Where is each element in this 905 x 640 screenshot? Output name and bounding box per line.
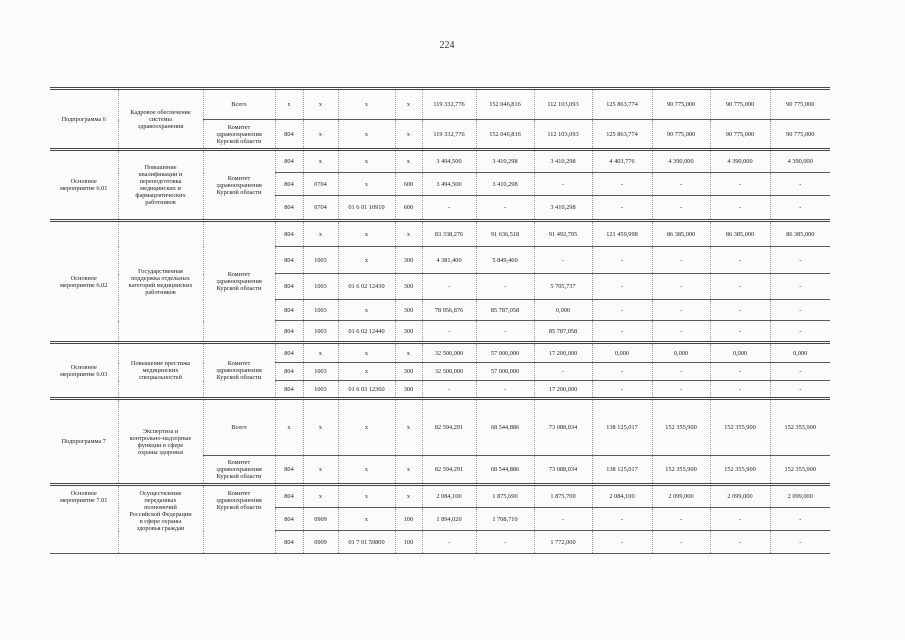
amount-cell: 152 355,900 bbox=[652, 399, 710, 456]
section-code-cell: x bbox=[303, 485, 338, 508]
amount-cell: - bbox=[422, 531, 476, 554]
amount-cell: - bbox=[770, 300, 830, 321]
amount-cell: 32 500,000 bbox=[422, 363, 476, 381]
target-article-cell: x bbox=[338, 300, 395, 321]
amount-cell: 82 594,291 bbox=[422, 456, 476, 485]
amount-cell: 119 332,776 bbox=[422, 89, 476, 120]
admin-code-cell: 804 bbox=[275, 456, 303, 485]
amount-cell: - bbox=[652, 300, 710, 321]
amount-cell: - bbox=[770, 173, 830, 196]
amount-cell: 4 390,000 bbox=[770, 150, 830, 173]
target-article-cell: 01 6 01 10910 bbox=[338, 196, 395, 221]
amount-cell: - bbox=[592, 363, 652, 381]
amount-cell: 57 000,000 bbox=[476, 343, 534, 363]
amount-cell: 121 459,998 bbox=[592, 221, 652, 247]
amount-cell: - bbox=[710, 321, 770, 343]
expense-type-cell: x bbox=[395, 150, 422, 173]
amount-cell: - bbox=[710, 300, 770, 321]
amount-cell: 0,000 bbox=[534, 300, 592, 321]
amount-cell: 73 088,034 bbox=[534, 456, 592, 485]
amount-cell: - bbox=[652, 531, 710, 554]
amount-cell: - bbox=[770, 508, 830, 531]
expense-type-cell: 300 bbox=[395, 381, 422, 399]
amount-cell: 73 088,034 bbox=[534, 399, 592, 456]
amount-cell: 90 775,000 bbox=[710, 120, 770, 150]
amount-cell: - bbox=[592, 173, 652, 196]
admin-code-cell: 804 bbox=[275, 173, 303, 196]
expense-type-cell: 600 bbox=[395, 173, 422, 196]
amount-cell: - bbox=[422, 321, 476, 343]
expense-type-cell: x bbox=[395, 485, 422, 508]
amount-cell: 152 355,900 bbox=[770, 456, 830, 485]
expense-type-cell: x bbox=[395, 456, 422, 485]
target-article-cell: x bbox=[338, 120, 395, 150]
target-article-cell: x bbox=[338, 221, 395, 247]
responsible-cell: Комитет здравоохранения Курской области bbox=[203, 150, 275, 221]
amount-cell: 1 708,710 bbox=[476, 508, 534, 531]
amount-cell: - bbox=[770, 274, 830, 300]
expense-type-cell: 300 bbox=[395, 300, 422, 321]
target-article-cell: 01 6 02 12430 bbox=[338, 274, 395, 300]
amount-cell: 125 863,774 bbox=[592, 120, 652, 150]
amount-cell: 83 338,276 bbox=[422, 221, 476, 247]
amount-cell: - bbox=[592, 196, 652, 221]
amount-cell: - bbox=[652, 196, 710, 221]
section-title: Государственная поддержка отдельных категорий медицинских работников bbox=[118, 221, 203, 343]
admin-code-cell: 804 bbox=[275, 508, 303, 531]
section-code-cell: 0704 bbox=[303, 196, 338, 221]
amount-cell: 1 875,690 bbox=[476, 485, 534, 508]
amount-cell: - bbox=[476, 274, 534, 300]
admin-code-cell: x bbox=[275, 399, 303, 456]
responsible-cell: Комитет здравоохранения Курской области bbox=[203, 343, 275, 399]
section-code-cell: x bbox=[303, 221, 338, 247]
amount-cell: 85 787,058 bbox=[534, 321, 592, 343]
responsible-cell: Всего bbox=[203, 399, 275, 456]
amount-cell: 138 125,017 bbox=[592, 456, 652, 485]
table-row bbox=[50, 150, 830, 173]
amount-cell: - bbox=[770, 247, 830, 274]
admin-code-cell: 804 bbox=[275, 247, 303, 274]
target-article-cell: x bbox=[338, 456, 395, 485]
amount-cell: - bbox=[710, 196, 770, 221]
admin-code-cell: 804 bbox=[275, 381, 303, 399]
amount-cell: 152 355,900 bbox=[710, 456, 770, 485]
amount-cell: 82 594,291 bbox=[422, 399, 476, 456]
amount-cell: 0,000 bbox=[592, 343, 652, 363]
amount-cell: 2 099,000 bbox=[770, 485, 830, 508]
target-article-cell: 01 7 01 59800 bbox=[338, 531, 395, 554]
expense-type-cell: x bbox=[395, 399, 422, 456]
amount-cell: 5 849,460 bbox=[476, 247, 534, 274]
section-code-cell: 0909 bbox=[303, 508, 338, 531]
page-number: 224 bbox=[439, 40, 455, 51]
amount-cell: - bbox=[592, 300, 652, 321]
amount-cell: - bbox=[422, 381, 476, 399]
amount-cell: 1 772,000 bbox=[534, 531, 592, 554]
target-article-cell: x bbox=[338, 485, 395, 508]
admin-code-cell: 804 bbox=[275, 221, 303, 247]
amount-cell: 152 355,900 bbox=[770, 399, 830, 456]
admin-code-cell: 804 bbox=[275, 196, 303, 221]
table-row bbox=[50, 89, 830, 120]
expense-type-cell: 600 bbox=[395, 196, 422, 221]
section-title: Повышение квалификации и переподготовка медицинских и фармацевтических работников bbox=[118, 150, 203, 221]
responsible-cell: Всего bbox=[203, 89, 275, 120]
amount-cell: 152 355,900 bbox=[710, 399, 770, 456]
amount-cell: 1 894,020 bbox=[422, 508, 476, 531]
amount-cell: - bbox=[770, 531, 830, 554]
amount-cell: - bbox=[770, 381, 830, 399]
section-label: Подпрограмма 6 bbox=[50, 89, 118, 150]
admin-code-cell: 804 bbox=[275, 120, 303, 150]
admin-code-cell: 804 bbox=[275, 485, 303, 508]
admin-code-cell: x bbox=[275, 89, 303, 120]
amount-cell: 125 863,774 bbox=[592, 89, 652, 120]
amount-cell: - bbox=[476, 321, 534, 343]
amount-cell: 86 385,000 bbox=[770, 221, 830, 247]
amount-cell: 152 046,816 bbox=[476, 89, 534, 120]
amount-cell: 85 787,058 bbox=[476, 300, 534, 321]
amount-cell: - bbox=[652, 274, 710, 300]
section-title: Кадровое обеспечение системы здравоохранения bbox=[118, 89, 203, 150]
section-code-cell: x bbox=[303, 89, 338, 120]
section-code-cell: x bbox=[303, 399, 338, 456]
amount-cell: - bbox=[592, 508, 652, 531]
section-title: Осуществление переданных полномочий Российской Федерации в сфере охраны здоровья граждан bbox=[118, 485, 203, 554]
budget-table bbox=[50, 87, 830, 554]
amount-cell: - bbox=[592, 274, 652, 300]
amount-cell: 138 125,017 bbox=[592, 399, 652, 456]
expense-type-cell: 100 bbox=[395, 531, 422, 554]
amount-cell: - bbox=[770, 363, 830, 381]
section-title: Повышение престижа медицинских специальностей bbox=[118, 343, 203, 399]
section-code-cell: x bbox=[303, 456, 338, 485]
amount-cell: 0,000 bbox=[710, 343, 770, 363]
amount-cell: - bbox=[652, 508, 710, 531]
target-article-cell: x bbox=[338, 173, 395, 196]
target-article-cell: x bbox=[338, 399, 395, 456]
target-article-cell: x bbox=[338, 89, 395, 120]
amount-cell: 2 099,000 bbox=[710, 485, 770, 508]
amount-cell: 17 200,000 bbox=[534, 381, 592, 399]
section-code-cell: 1003 bbox=[303, 247, 338, 274]
section-code-cell: 1003 bbox=[303, 274, 338, 300]
amount-cell: - bbox=[534, 508, 592, 531]
amount-cell: 5 705,737 bbox=[534, 274, 592, 300]
admin-code-cell: 804 bbox=[275, 363, 303, 381]
amount-cell: - bbox=[592, 381, 652, 399]
target-article-cell: x bbox=[338, 343, 395, 363]
amount-cell: 112 103,093 bbox=[534, 120, 592, 150]
amount-cell: 90 775,000 bbox=[652, 89, 710, 120]
amount-cell: - bbox=[476, 196, 534, 221]
expense-type-cell: x bbox=[395, 221, 422, 247]
table-row bbox=[50, 399, 830, 456]
amount-cell: - bbox=[652, 173, 710, 196]
amount-cell: - bbox=[476, 531, 534, 554]
amount-cell: - bbox=[422, 196, 476, 221]
amount-cell: 1 875,700 bbox=[534, 485, 592, 508]
amount-cell: 112 103,093 bbox=[534, 89, 592, 120]
table-row bbox=[50, 221, 830, 247]
amount-cell: - bbox=[770, 321, 830, 343]
amount-cell: 68 544,886 bbox=[476, 456, 534, 485]
amount-cell: 3 410,298 bbox=[476, 150, 534, 173]
amount-cell: 152 046,816 bbox=[476, 120, 534, 150]
amount-cell: 4 390,000 bbox=[710, 150, 770, 173]
amount-cell: 3 410,298 bbox=[534, 196, 592, 221]
amount-cell: - bbox=[710, 247, 770, 274]
amount-cell: 119 332,776 bbox=[422, 120, 476, 150]
target-article-cell: x bbox=[338, 508, 395, 531]
section-code-cell: 0704 bbox=[303, 173, 338, 196]
admin-code-cell: 804 bbox=[275, 343, 303, 363]
section-label: Подпрограмма 7 bbox=[50, 399, 118, 485]
amount-cell: 4 390,000 bbox=[652, 150, 710, 173]
amount-cell: 90 775,000 bbox=[652, 120, 710, 150]
responsible-cell: Комитет здравоохранения Курской области bbox=[203, 456, 275, 485]
section-code-cell: 1003 bbox=[303, 300, 338, 321]
target-article-cell: x bbox=[338, 363, 395, 381]
amount-cell: - bbox=[710, 508, 770, 531]
expense-type-cell: 100 bbox=[395, 508, 422, 531]
amount-cell: 90 775,000 bbox=[710, 89, 770, 120]
amount-cell: 86 385,000 bbox=[652, 221, 710, 247]
amount-cell: - bbox=[652, 247, 710, 274]
expense-type-cell: 300 bbox=[395, 363, 422, 381]
amount-cell: - bbox=[592, 247, 652, 274]
amount-cell: - bbox=[534, 363, 592, 381]
admin-code-cell: 804 bbox=[275, 150, 303, 173]
expense-type-cell: 300 bbox=[395, 247, 422, 274]
amount-cell: 4 403,776 bbox=[592, 150, 652, 173]
responsible-cell: Комитет здравоохранения Курской области bbox=[203, 120, 275, 150]
amount-cell: - bbox=[592, 531, 652, 554]
amount-cell: 0,000 bbox=[770, 343, 830, 363]
section-code-cell: x bbox=[303, 150, 338, 173]
amount-cell: 86 385,000 bbox=[710, 221, 770, 247]
expense-type-cell: 300 bbox=[395, 274, 422, 300]
expense-type-cell: x bbox=[395, 120, 422, 150]
section-label: Основное мероприятие 6.03 bbox=[50, 343, 118, 399]
amount-cell: 2 084,100 bbox=[592, 485, 652, 508]
amount-cell: - bbox=[710, 173, 770, 196]
amount-cell: - bbox=[652, 321, 710, 343]
amount-cell: 17 200,000 bbox=[534, 343, 592, 363]
section-label: Основное мероприятие 6.02 bbox=[50, 221, 118, 343]
expense-type-cell: x bbox=[395, 89, 422, 120]
amount-cell: - bbox=[770, 196, 830, 221]
target-article-cell: 01 6 02 12440 bbox=[338, 321, 395, 343]
amount-cell: 3 494,500 bbox=[422, 150, 476, 173]
section-code-cell: 1003 bbox=[303, 381, 338, 399]
amount-cell: 3 410,298 bbox=[534, 150, 592, 173]
amount-cell: 0,000 bbox=[652, 343, 710, 363]
amount-cell: 91 636,518 bbox=[476, 221, 534, 247]
section-code-cell: 1003 bbox=[303, 363, 338, 381]
amount-cell: - bbox=[534, 247, 592, 274]
amount-cell: - bbox=[710, 363, 770, 381]
amount-cell: - bbox=[534, 173, 592, 196]
amount-cell: 78 956,876 bbox=[422, 300, 476, 321]
admin-code-cell: 804 bbox=[275, 274, 303, 300]
amount-cell: 91 492,795 bbox=[534, 221, 592, 247]
admin-code-cell: 804 bbox=[275, 321, 303, 343]
amount-cell: 90 775,000 bbox=[770, 120, 830, 150]
amount-cell: 4 381,400 bbox=[422, 247, 476, 274]
amount-cell: - bbox=[710, 274, 770, 300]
responsible-cell: Комитет здравоохранения Курской области bbox=[203, 485, 275, 554]
amount-cell: 3 410,298 bbox=[476, 173, 534, 196]
target-article-cell: 01 6 03 12360 bbox=[338, 381, 395, 399]
amount-cell: 2 099,000 bbox=[652, 485, 710, 508]
amount-cell: 32 500,000 bbox=[422, 343, 476, 363]
amount-cell: 2 084,100 bbox=[422, 485, 476, 508]
target-article-cell: x bbox=[338, 150, 395, 173]
amount-cell: - bbox=[652, 381, 710, 399]
amount-cell: - bbox=[710, 381, 770, 399]
amount-cell: - bbox=[710, 531, 770, 554]
target-article-cell: x bbox=[338, 247, 395, 274]
expense-type-cell: 300 bbox=[395, 321, 422, 343]
table-row bbox=[50, 343, 830, 363]
amount-cell: - bbox=[592, 321, 652, 343]
amount-cell: - bbox=[422, 274, 476, 300]
section-label: Основное мероприятие 7.01 bbox=[50, 485, 118, 554]
section-code-cell: x bbox=[303, 120, 338, 150]
responsible-cell: Комитет здравоохранения Курской области bbox=[203, 221, 275, 343]
section-label: Основное мероприятие 6.01 bbox=[50, 150, 118, 221]
amount-cell: 57 000,000 bbox=[476, 363, 534, 381]
amount-cell: - bbox=[476, 381, 534, 399]
expense-type-cell: x bbox=[395, 343, 422, 363]
amount-cell: 3 494,500 bbox=[422, 173, 476, 196]
section-title: Экспертиза и контрольно-надзорные функции в сфере охраны здоровья bbox=[118, 399, 203, 485]
section-code-cell: 0909 bbox=[303, 531, 338, 554]
section-code-cell: 1003 bbox=[303, 321, 338, 343]
amount-cell: 68 544,886 bbox=[476, 399, 534, 456]
section-code-cell: x bbox=[303, 343, 338, 363]
amount-cell: 152 355,900 bbox=[652, 456, 710, 485]
amount-cell: - bbox=[652, 363, 710, 381]
admin-code-cell: 804 bbox=[275, 300, 303, 321]
table-row bbox=[50, 485, 830, 508]
amount-cell: 90 775,000 bbox=[770, 89, 830, 120]
admin-code-cell: 804 bbox=[275, 531, 303, 554]
